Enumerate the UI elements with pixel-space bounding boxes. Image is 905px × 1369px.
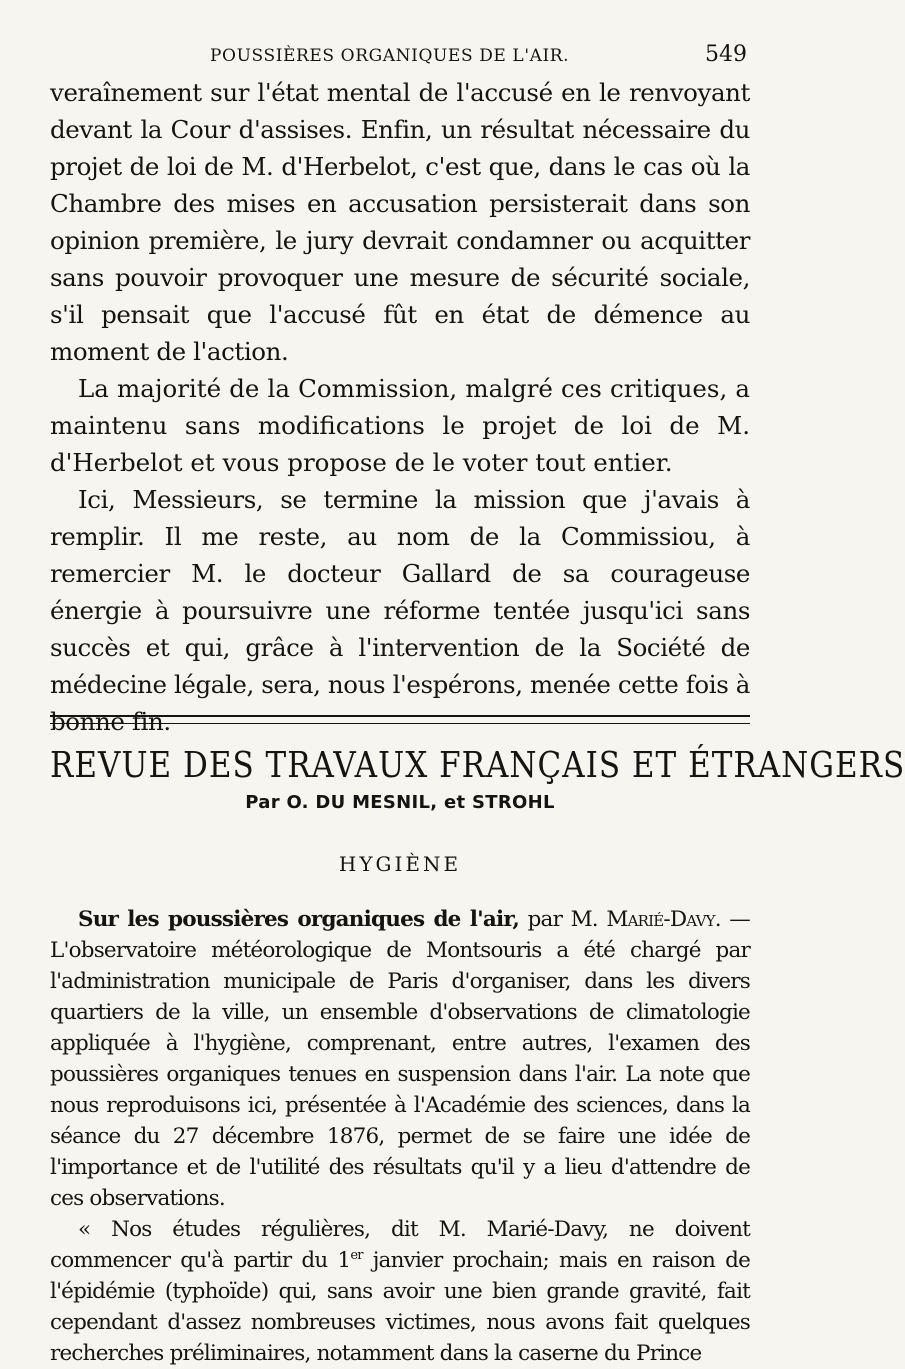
subsection-title: HYGIÈNE: [338, 852, 462, 876]
quote-part-b: janvier prochain; mais en raison de l'épidémie (typhoïde) qui, sans avoir une bien grande gravité, fait cependant d'assez nombreuses victimes, nous avons fait quelques recherches préliminaires, notamment dans la caserne du Prince: [50, 1248, 750, 1366]
article-by: par M.: [519, 907, 607, 932]
article-author: Marié-Davy.: [606, 907, 721, 932]
double-rule-divider: [50, 715, 750, 724]
report-text: [50, 74, 750, 740]
paragraph-1: veraînement sur l'état mental de l'accusé en le renvoyant devant la Cour d'assises. Enfin, un résultat nécessaire du projet de loi de M. d'Herbelot, c'est que, dans le cas où la Chambre des mises en accusation persisterait dans son opinion première, le jury devrait condamner ou acquitter sans pouvoir provoquer une mesure de sécurité sociale, s'il pensait que l'accusé fût en état de démence au moment de l'action.: [50, 78, 750, 366]
page-number: 549: [705, 42, 747, 67]
quote-part-a: « Nos études régulières, dit M. Marié-Davy, ne doivent commencer qu'à partir du 1: [50, 1217, 750, 1273]
article-text: — L'observatoire météorologique de Montsouris a été chargé par l'administration municipale de Paris d'organiser, dans les divers quartiers de la ville, un ensemble d'observations de climatologie appliquée à l'hygiène, comprenant, entre autres, l'examen des poussières organiques tenues en suspension dans l'air. La note que nous reproduisons ici, présentée à l'Académie des sciences, dans la séance du 27 décembre 1876, permet de se faire une idée de l'importance et de l'utilité des résultats qu'il y a lieu d'attendre de ces observations.: [50, 907, 750, 1211]
quote-superscript: er: [350, 1247, 363, 1263]
paragraph-2: La majorité de la Commission, malgré ces critiques, a maintenu sans modifications le projet de loi de M. d'Herbelot et vous propose de le voter tout entier.: [50, 374, 750, 477]
running-title: POUSSIÈRES ORGANIQUES DE L'AIR.: [210, 46, 570, 66]
section-authors: Par O. DU MESNIL, et STROHL: [245, 792, 555, 813]
article-paragraph: [50, 904, 750, 1214]
review-article: [50, 904, 750, 1369]
paragraph-3: Ici, Messieurs, se termine la mission que j'avais à remplir. Il me reste, au nom de la Commissiou, à remercier M. le docteur Gallard de sa courageuse énergie à poursuivre une réforme tentée jusqu'ici sans succès et qui, grâce à l'intervention de la Société de médecine légale, sera, nous l'espérons, menée cette fois à bonne fin.: [50, 485, 750, 736]
section-title: REVUE DES TRAVAUX FRANÇAIS ET ÉTRANGERS: [50, 745, 905, 787]
article-quote: [50, 1214, 750, 1369]
article-title: Sur les poussières organiques de l'air,: [78, 907, 520, 932]
